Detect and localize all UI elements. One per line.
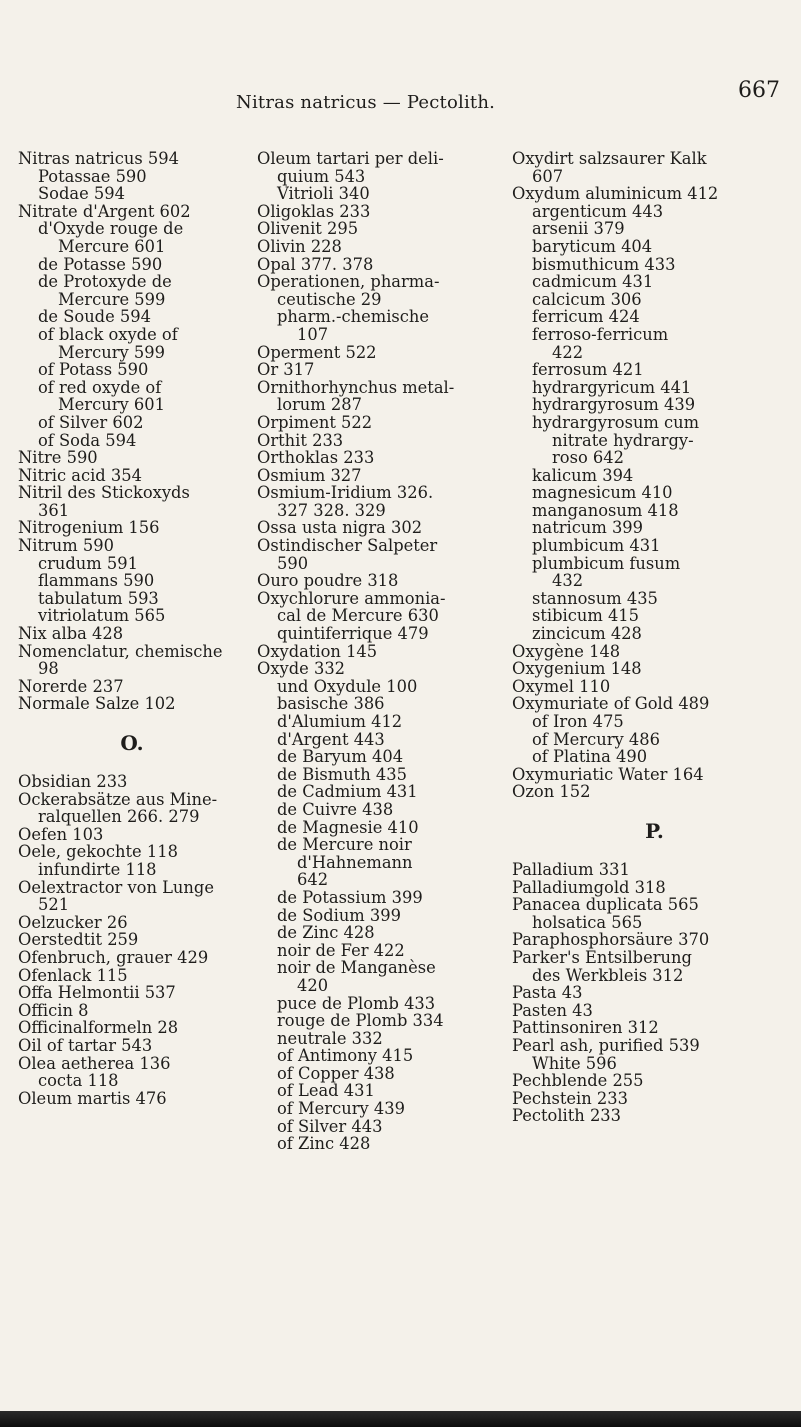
index-subentry: nitrate hydrargy- <box>552 430 694 450</box>
index-subentry: cocta 118 <box>38 1071 119 1091</box>
index-subentry: de Zinc 428 <box>277 923 375 943</box>
index-subentry: plumbicum 431 <box>532 536 661 556</box>
index-entry: Orthoklas 233 <box>257 448 375 468</box>
index-entry: Nomenclatur, chemische <box>18 641 223 661</box>
index-subentry: Mercure 599 <box>58 289 166 309</box>
index-subentry: puce de Plomb 433 <box>277 993 436 1013</box>
index-entry: Olivenit 295 <box>257 219 359 239</box>
index-entry: Pasten 43 <box>512 1000 593 1020</box>
index-subentry: 422 <box>552 342 584 362</box>
index-subentry: magnesicum 410 <box>532 483 673 503</box>
index-subentry: arsenii 379 <box>532 219 625 239</box>
index-subentry: de Bismuth 435 <box>277 764 407 784</box>
index-entry: Operment 522 <box>257 342 377 362</box>
index-entry: Operationen, pharma- <box>257 272 440 292</box>
index-subentry: of Zinc 428 <box>277 1134 371 1154</box>
index-subentry: d'Alumium 412 <box>277 712 403 731</box>
index-subentry: Mercure 601 <box>58 236 166 256</box>
index-subentry: rouge de Plomb 334 <box>277 1011 444 1031</box>
index-subentry: de Potasse 590 <box>38 254 163 274</box>
index-entry: Olea aetherea 136 <box>18 1053 171 1073</box>
index-entry: Oxydum aluminicum 412 <box>512 184 719 204</box>
index-subentry: quintiferrique 479 <box>277 624 429 644</box>
index-subentry: de Sodium 399 <box>277 905 401 925</box>
index-entry: Oleum tartari per deli- <box>257 149 444 168</box>
index-subentry: neutrale 332 <box>277 1028 383 1048</box>
index-subentry: White 596 <box>532 1053 617 1073</box>
index-subentry: stibicum 415 <box>532 606 640 626</box>
index-entry: Oxychlorure ammonia- <box>257 588 446 608</box>
index-entry: Oxygène 148 <box>512 641 621 661</box>
index-subentry: of Silver 443 <box>277 1116 383 1136</box>
index-entry: Pearl ash, purified 539 <box>512 1035 700 1055</box>
index-subentry: de Baryum 404 <box>277 747 404 767</box>
index-entry: Nitre 590 <box>18 448 98 468</box>
index-subentry: tabulatum 593 <box>38 588 159 608</box>
index-subentry: holsatica 565 <box>532 912 643 932</box>
index-entry: Oefen 103 <box>18 824 104 844</box>
index-entry: Obsidian 233 <box>18 772 128 791</box>
index-entry: Panacea duplicata 565 <box>512 895 699 915</box>
index-entry: Oxydation 145 <box>257 641 378 661</box>
index-column-3 <box>512 150 797 1125</box>
index-subentry: cal de Mercure 630 <box>277 606 439 626</box>
index-subentry: of Mercury 439 <box>277 1099 405 1119</box>
index-subentry: of Lead 431 <box>277 1081 375 1101</box>
index-entry: Oelzucker 26 <box>18 912 128 932</box>
index-subentry: vitriolatum 565 <box>38 606 166 626</box>
index-subentry: hydrargyrosum 439 <box>532 395 696 415</box>
section-letter: O. <box>120 731 144 755</box>
index-entry: Oerstedtit 259 <box>18 930 139 950</box>
index-entry: Oxymuriatic Water 164 <box>512 764 704 784</box>
index-entry: Ostindischer Salpeter <box>257 536 438 556</box>
running-header: Nitras natricus — Pectolith. <box>236 92 496 113</box>
index-entry: Nitrogenium 156 <box>18 518 160 538</box>
index-subentry: Mercury 601 <box>58 395 165 415</box>
index-subentry: d'Hahnemann <box>297 852 413 872</box>
index-subentry: argenticum 443 <box>532 201 664 221</box>
index-subentry: basische 386 <box>277 694 385 714</box>
scan-edge-bar <box>0 1411 801 1427</box>
index-entry: Ouro poudre 318 <box>257 571 399 591</box>
index-entry: Ofenlack 115 <box>18 965 128 985</box>
index-column-1 <box>18 150 246 1107</box>
index-subentry: 432 <box>552 571 584 591</box>
index-entry: Pasta 43 <box>512 983 583 1003</box>
index-subentry: 98 <box>38 659 59 679</box>
index-entry: Nitrum 590 <box>18 536 114 556</box>
index-subentry: of Mercury 486 <box>532 729 660 749</box>
index-subentry: Mercury 599 <box>58 342 165 362</box>
index-subentry: of Potass 590 <box>38 360 149 380</box>
index-entry: Osmium-Iridium 326. <box>257 483 434 503</box>
index-subentry: 420 <box>297 975 329 995</box>
index-subentry: hydrargyricum 441 <box>532 377 692 397</box>
index-subentry: ferroso-ferricum <box>532 324 669 344</box>
index-entry: Pechstein 233 <box>512 1088 628 1108</box>
index-entry: Ockerabsätze aus Mine- <box>18 789 218 809</box>
index-subentry: calcicum 306 <box>532 289 642 309</box>
index-entry: Pechblende 255 <box>512 1071 644 1091</box>
index-entry: Paraphosphorsäure 370 <box>512 930 710 950</box>
index-subentry: d'Oxyde rouge de <box>38 219 184 239</box>
index-subentry: kalicum 394 <box>532 465 634 485</box>
index-subentry: de Mercure noir <box>277 835 412 855</box>
index-entry: Nitric acid 354 <box>18 465 142 485</box>
index-subentry: 327 328. 329 <box>277 500 386 520</box>
index-subentry: stannosum 435 <box>532 588 658 608</box>
index-subentry: 361 <box>38 500 70 520</box>
index-subentry: ceutische 29 <box>277 289 382 309</box>
index-subentry: 642 <box>297 870 329 890</box>
index-subentry: de Soude 594 <box>38 307 151 327</box>
index-subentry: de Potassium 399 <box>277 887 423 907</box>
index-subentry: lorum 287 <box>277 395 362 415</box>
index-subentry: ferricum 424 <box>532 307 640 327</box>
index-entry: Orpiment 522 <box>257 412 373 432</box>
index-subentry: of Iron 475 <box>532 712 624 731</box>
index-entry: Ofenbruch, grauer 429 <box>18 947 209 967</box>
index-subentry: roso 642 <box>552 448 624 468</box>
index-entry: Pattinsoniren 312 <box>512 1018 659 1038</box>
index-entry: Offa Helmontii 537 <box>18 983 176 1003</box>
index-entry: Oxymel 110 <box>512 676 611 696</box>
index-entry: Nix alba 428 <box>18 624 124 644</box>
index-subentry: flammans 590 <box>38 571 155 591</box>
index-subentry: of Copper 438 <box>277 1063 395 1083</box>
index-subentry: de Magnesie 410 <box>277 817 419 837</box>
index-entry: Oele, gekochte 118 <box>18 842 178 862</box>
index-subentry: ferrosum 421 <box>532 360 644 380</box>
index-entry: Ossa usta nigra 302 <box>257 518 423 538</box>
index-entry: Norerde 237 <box>18 676 124 696</box>
index-entry: Oleum martis 476 <box>18 1088 167 1108</box>
index-entry: Officinalformeln 28 <box>18 1018 179 1038</box>
page-number: 667 <box>738 78 780 103</box>
index-entry: Pectolith 233 <box>512 1106 622 1126</box>
index-entry: Or 317 <box>257 360 315 380</box>
index-subentry: de Cadmium 431 <box>277 782 418 802</box>
index-subentry: Vitrioli 340 <box>277 184 370 204</box>
index-subentry: of red oxyde of <box>38 377 162 397</box>
index-column-2 <box>257 150 497 1153</box>
index-subentry: 607 <box>532 166 564 186</box>
index-entry: Opal 377. 378 <box>257 254 374 274</box>
index-entry: Nitras natricus 594 <box>18 149 179 168</box>
index-entry: Nitril des Stickoxyds <box>18 483 190 503</box>
index-subentry: zincicum 428 <box>532 624 642 644</box>
index-subentry: quium 543 <box>277 166 366 186</box>
index-entry: Normale Salze 102 <box>18 694 176 714</box>
index-entry: Olivin 228 <box>257 236 342 256</box>
index-entry: Ornithorhynchus metal- <box>257 377 455 397</box>
index-entry: Oxygenium 148 <box>512 659 642 679</box>
index-subentry: pharm.-chemische <box>277 307 429 327</box>
index-subentry: Potassae 590 <box>38 166 147 186</box>
index-subentry: bismuthicum 433 <box>532 254 676 274</box>
index-subentry: of Soda 594 <box>38 430 137 450</box>
index-subentry: ralquellen 266. 279 <box>38 807 200 827</box>
index-subentry: plumbicum fusum <box>532 553 681 573</box>
index-subentry: hydrargyrosum cum <box>532 412 700 432</box>
index-entry: Palladium 331 <box>512 859 630 879</box>
index-subentry: de Cuivre 438 <box>277 799 394 819</box>
index-subentry: of Platina 490 <box>532 747 648 767</box>
index-entry: Orthit 233 <box>257 430 344 450</box>
index-subentry: und Oxydule 100 <box>277 676 418 696</box>
index-entry: Oil of tartar 543 <box>18 1035 153 1055</box>
index-subentry: baryticum 404 <box>532 236 653 256</box>
index-subentry: 521 <box>38 895 70 915</box>
index-entry: Oelextractor von Lunge <box>18 877 214 897</box>
index-subentry: crudum 591 <box>38 553 138 573</box>
index-subentry: of black oxyde of <box>38 324 178 344</box>
index-entry: Ozon 152 <box>512 782 591 802</box>
index-subentry: 107 <box>297 324 329 344</box>
index-entry: Parker's Entsilberung <box>512 947 692 967</box>
index-entry: Oligoklas 233 <box>257 201 371 221</box>
index-subentry: d'Argent 443 <box>277 729 385 749</box>
index-subentry: noir de Fer 422 <box>277 940 405 960</box>
index-entry: Osmium 327 <box>257 465 362 485</box>
index-subentry: manganosum 418 <box>532 500 679 520</box>
index-subentry: 590 <box>277 553 309 573</box>
index-subentry: of Antimony 415 <box>277 1046 414 1066</box>
index-subentry: de Protoxyde de <box>38 272 172 292</box>
index-entry: Palladiumgold 318 <box>512 877 666 897</box>
index-subentry: noir de Manganèse <box>277 958 436 978</box>
index-subentry: Sodae 594 <box>38 184 125 204</box>
index-subentry: des Werkbleis 312 <box>532 965 684 985</box>
index-entry: Oxymuriate of Gold 489 <box>512 694 710 714</box>
index-entry: Officin 8 <box>18 1000 89 1020</box>
section-letter: P. <box>645 818 664 843</box>
index-subentry: cadmicum 431 <box>532 272 654 292</box>
index-subentry: infundirte 118 <box>38 859 157 879</box>
index-entry: Oxydirt salzsaurer Kalk <box>512 149 707 168</box>
index-subentry: of Silver 602 <box>38 412 144 432</box>
index-entry: Nitrate d'Argent 602 <box>18 201 191 221</box>
index-subentry: natricum 399 <box>532 518 644 538</box>
index-entry: Oxyde 332 <box>257 659 346 679</box>
